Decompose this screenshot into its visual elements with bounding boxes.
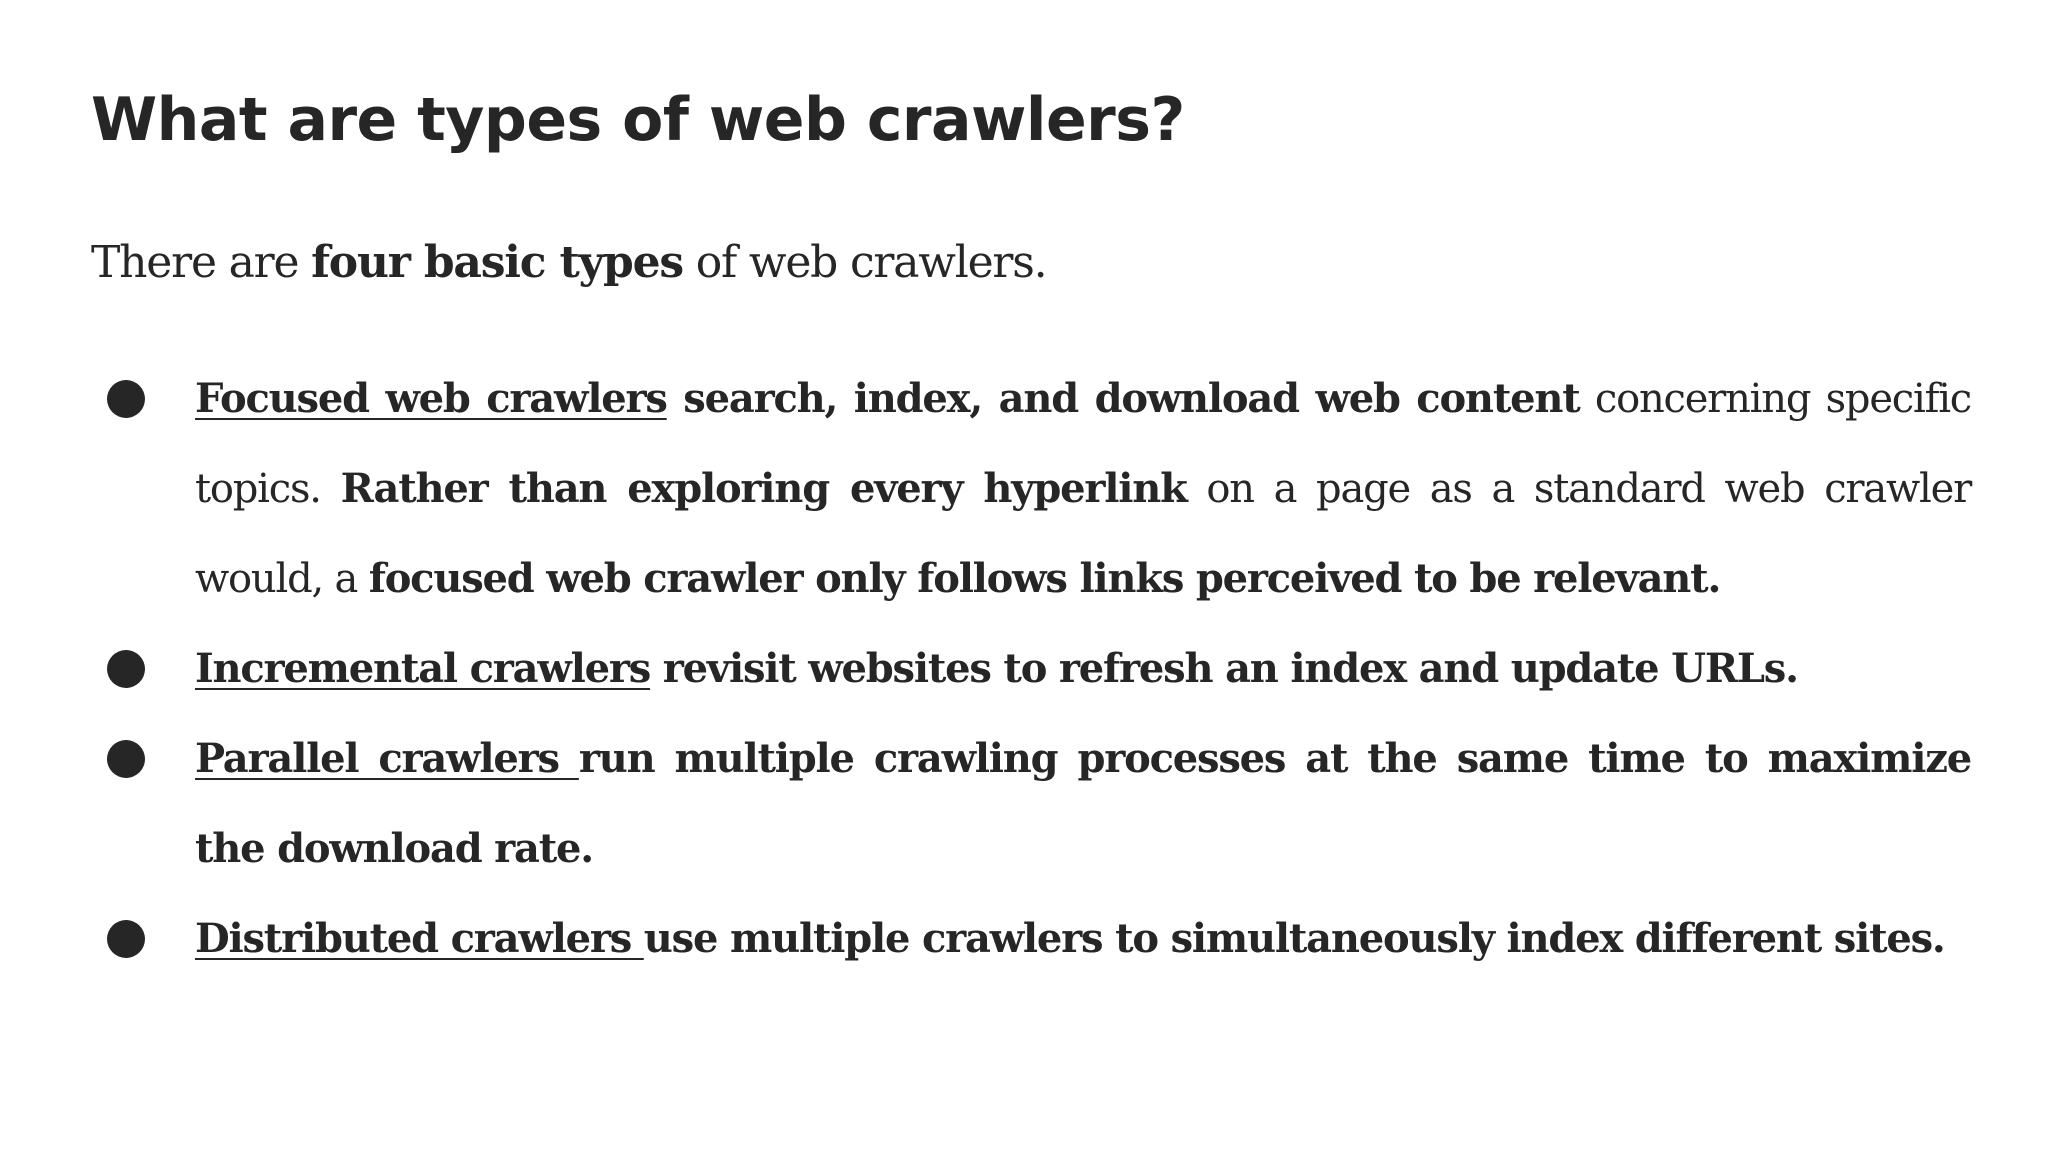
bullet-dot-icon [107, 920, 145, 958]
intro-paragraph [91, 228, 1046, 298]
distributed-bold-text: use multiple crawlers to simultaneously index different sites. [643, 915, 1945, 962]
term-focused-web-crawlers: Focused web crawlers [195, 375, 667, 422]
intro-text-before: There are [91, 237, 312, 288]
crawler-types-list [195, 354, 1971, 984]
focused-bold-text-3: Rather than exploring every hyperlink [340, 465, 1187, 512]
bullet-dot-icon [107, 740, 145, 778]
list-item-parallel-crawlers [195, 714, 1971, 894]
parallel-bold-text: run multiple crawling processes at the same time to maximize the download rate. [195, 735, 1971, 872]
focused-text-4: on a page as a standard web crawler would, a [195, 466, 1971, 602]
term-incremental-crawlers: Incremental crawlers [195, 645, 651, 692]
intro-bold-text: four basic types [311, 237, 683, 288]
focused-text-2: concerning specific topics. [195, 376, 1971, 512]
incremental-bold-text: revisit websites to refresh an index and update URLs. [650, 645, 1798, 692]
focused-bold-text-1: search, index, and download web content [666, 375, 1580, 422]
list-item-focused-crawlers [195, 354, 1971, 624]
bullet-dot-icon [107, 650, 145, 688]
list-item-incremental-crawlers [195, 624, 1971, 714]
term-parallel-crawlers: Parallel crawlers [195, 735, 579, 782]
intro-text-after: of web crawlers. [682, 237, 1047, 288]
term-distributed-crawlers: Distributed crawlers [195, 915, 644, 962]
focused-bold-text-5: focused web crawler only follows links perceived to be relevant. [368, 555, 1721, 602]
page-title: What are types of web crawlers? [91, 85, 1185, 155]
list-item-distributed-crawlers [195, 894, 1971, 984]
bullet-dot-icon [107, 380, 145, 418]
